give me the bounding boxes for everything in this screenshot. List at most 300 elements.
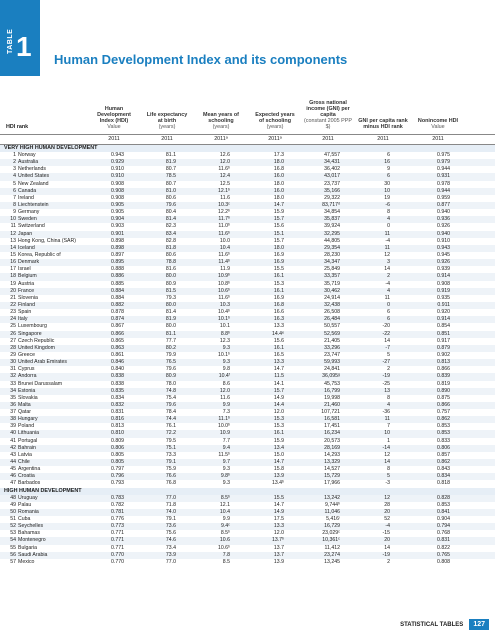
rank: 43 xyxy=(10,451,16,458)
life-expectancy: 78.4 xyxy=(165,409,176,416)
nonincome-hdi: 0.834 xyxy=(437,473,450,480)
year-mys: 2011ᵃ xyxy=(214,136,228,142)
header-divider xyxy=(0,134,495,135)
table-row xyxy=(0,516,495,523)
expected-schooling: 13.7 xyxy=(273,544,284,551)
table-row xyxy=(0,545,495,552)
mean-schooling: 10.6 xyxy=(219,537,230,544)
life-expectancy: 81.5 xyxy=(165,287,176,294)
rank: 56 xyxy=(10,551,16,558)
gni-per-capita: 33,357 xyxy=(324,273,340,280)
hdi-value: 0.771 xyxy=(111,544,124,551)
life-expectancy: 77.0 xyxy=(165,558,176,565)
life-expectancy: 79.9 xyxy=(165,351,176,358)
gni-per-capita: 23,737 xyxy=(324,180,340,187)
mean-schooling: 11.6ᵇ xyxy=(218,251,230,258)
expected-schooling: 15.6 xyxy=(273,337,284,344)
life-expectancy: 77.0 xyxy=(165,494,176,501)
nonincome-hdi: 0.914 xyxy=(437,273,450,280)
nonincome-hdi: 0.975 xyxy=(437,152,450,158)
table-row xyxy=(0,445,495,452)
country: Israel xyxy=(18,266,31,273)
expected-schooling: 15.3 xyxy=(273,280,284,287)
country: Poland xyxy=(18,423,35,430)
gni-rank-minus-hdi: 14 xyxy=(384,266,390,273)
table-row xyxy=(0,331,495,338)
gni-per-capita: 33,296 xyxy=(324,344,340,351)
expected-schooling: 12.0 xyxy=(273,409,284,416)
life-expectancy: 75.4 xyxy=(165,394,176,401)
table-row xyxy=(0,295,495,302)
table-row xyxy=(0,359,495,366)
gni-per-capita: 34,854 xyxy=(324,209,340,216)
nonincome-hdi: 0.904 xyxy=(437,516,450,523)
rank: 21 xyxy=(10,294,16,301)
gni-rank-minus-hdi: 0 xyxy=(387,301,390,308)
rank: 53 xyxy=(10,530,16,537)
gni-rank-minus-hdi: 6 xyxy=(387,316,390,323)
expected-schooling: 13.4 xyxy=(273,444,284,451)
table-row xyxy=(0,423,495,430)
rank: 38 xyxy=(10,416,16,423)
country: Bulgaria xyxy=(18,544,38,551)
country: Chile xyxy=(18,459,30,466)
mean-schooling: 9.4 xyxy=(222,444,230,451)
gni-per-capita: 34,347 xyxy=(324,259,340,266)
hdi-value: 0.773 xyxy=(111,523,124,530)
country: Slovenia xyxy=(18,294,38,301)
table-row xyxy=(0,345,495,352)
nonincome-hdi: 0.818 xyxy=(437,480,450,487)
col-gni-rank xyxy=(358,78,408,130)
table-row xyxy=(0,202,495,209)
country: Sweden xyxy=(18,216,37,223)
nonincome-hdi: 0.959 xyxy=(437,194,450,201)
table-body xyxy=(0,145,495,566)
col-hdi-unit: Value xyxy=(107,124,121,130)
col-nonincome-title: Nonincome HDI xyxy=(417,118,459,124)
gni-per-capita: 26,508 xyxy=(324,309,340,316)
table-row xyxy=(0,409,495,416)
expected-schooling: 15.1 xyxy=(273,230,284,237)
gni-rank-minus-hdi: -19 xyxy=(382,551,390,558)
col-nonincome-unit: Value xyxy=(431,124,445,130)
gni-per-capita: 26,484 xyxy=(324,316,340,323)
nonincome-hdi: 0.920 xyxy=(437,309,450,316)
gni-per-capita: 52,569 xyxy=(324,330,340,337)
nonincome-hdi: 0.890 xyxy=(437,387,450,394)
rank: 48 xyxy=(10,494,16,501)
table-row xyxy=(0,452,495,459)
table-row xyxy=(0,537,495,544)
expected-schooling: 13.3 xyxy=(273,323,284,330)
gni-per-capita: 83,717ᵈ xyxy=(322,201,340,208)
rank: 32 xyxy=(10,373,16,380)
mean-schooling: 9.3 xyxy=(222,466,230,473)
table-row xyxy=(0,281,495,288)
gni-rank-minus-hdi: 10 xyxy=(384,430,390,437)
gni-per-capita: 20,573 xyxy=(324,437,340,444)
hdi-value: 0.874 xyxy=(111,316,124,323)
gni-per-capita: 50,557 xyxy=(324,323,340,330)
nonincome-hdi: 0.902 xyxy=(437,351,450,358)
mean-schooling: 11.0ᵇ xyxy=(218,223,230,230)
gni-rank-minus-hdi: -14 xyxy=(382,444,390,451)
country: Seychelles xyxy=(18,523,44,530)
gni-per-capita: 17,451 xyxy=(324,423,340,430)
gni-rank-minus-hdi: 9 xyxy=(387,166,390,173)
gni-rank-minus-hdi: 20 xyxy=(384,537,390,544)
country: Greece xyxy=(18,351,36,358)
country: Andorra xyxy=(18,373,37,380)
table-row xyxy=(0,530,495,537)
country: Ireland xyxy=(18,194,34,201)
life-expectancy: 83.4 xyxy=(165,230,176,237)
gni-per-capita: 23,274 xyxy=(324,551,340,558)
gni-rank-minus-hdi: 3 xyxy=(387,259,390,266)
expected-schooling: 16.9 xyxy=(273,294,284,301)
country: Singapore xyxy=(18,330,42,337)
country: Cuba xyxy=(18,516,31,523)
table-row xyxy=(0,402,495,409)
table-row xyxy=(0,523,495,530)
gni-per-capita: 16,234 xyxy=(324,430,340,437)
rank: 15 xyxy=(10,251,16,258)
hdi-value: 0.771 xyxy=(111,530,124,537)
rank: 52 xyxy=(10,523,16,530)
col-life-title: Life expectancy at birth xyxy=(146,112,188,124)
life-expectancy: 80.7 xyxy=(165,180,176,187)
gni-per-capita: 30,462 xyxy=(324,287,340,294)
expected-schooling: 16.1 xyxy=(273,430,284,437)
expected-schooling: 17.3 xyxy=(273,152,284,158)
life-expectancy: 75.9 xyxy=(165,466,176,473)
nonincome-hdi: 0.808 xyxy=(437,558,450,565)
gni-rank-minus-hdi: 20 xyxy=(384,508,390,515)
mean-schooling: 8.5ᵇ xyxy=(220,530,230,537)
rank: 12 xyxy=(10,230,16,237)
rank: 27 xyxy=(10,337,16,344)
rank: 18 xyxy=(10,273,16,280)
rank: 13 xyxy=(10,237,16,244)
gni-per-capita: 16,799 xyxy=(324,387,340,394)
rank: 28 xyxy=(10,344,16,351)
col-gni-title: Gross national income (GNI) per capita xyxy=(306,100,350,118)
col-gni-rank-title: GNI per capita rank minus HDI rank xyxy=(358,118,408,130)
gni-per-capita: 13,329 xyxy=(324,459,340,466)
mean-schooling: 8.5 xyxy=(222,558,230,565)
country: Palau xyxy=(18,501,32,508)
table-row xyxy=(0,381,495,388)
gni-rank-minus-hdi: 30 xyxy=(384,180,390,187)
gni-per-capita: 9,744ʰ xyxy=(325,501,340,508)
hdi-value: 0.805 xyxy=(111,459,124,466)
rank: 8 xyxy=(13,201,16,208)
expected-schooling: 16.1 xyxy=(273,273,284,280)
country: Barbados xyxy=(18,480,41,487)
expected-schooling: 11.5 xyxy=(274,373,284,380)
mean-schooling: 8.6 xyxy=(222,380,230,387)
gni-rank-minus-hdi: 5 xyxy=(387,351,390,358)
nonincome-hdi: 0.940 xyxy=(437,230,450,237)
mean-schooling: 10.8ᵇ xyxy=(217,280,230,287)
life-expectancy: 77.7 xyxy=(165,337,176,344)
rank: 40 xyxy=(10,430,16,437)
rank: 14 xyxy=(10,244,16,251)
nonincome-hdi: 0.857 xyxy=(437,451,450,458)
hdi-value: 0.861 xyxy=(111,351,124,358)
nonincome-hdi: 0.926 xyxy=(437,259,450,266)
life-expectancy: 73.9 xyxy=(165,551,176,558)
col-nonincome xyxy=(416,78,460,130)
life-expectancy: 73.4 xyxy=(165,544,176,551)
nonincome-hdi: 0.908 xyxy=(437,280,450,287)
gni-per-capita: 23,029ᶜ xyxy=(322,530,340,537)
expected-schooling: 13.3 xyxy=(273,523,284,530)
hdi-value: 0.910 xyxy=(111,173,124,180)
life-expectancy: 80.0 xyxy=(165,301,176,308)
rank: 57 xyxy=(10,558,16,565)
hdi-value: 0.884 xyxy=(111,287,124,294)
nonincome-hdi: 0.853 xyxy=(437,423,450,430)
country: Korea, Republic of xyxy=(18,251,61,258)
hdi-value: 0.863 xyxy=(111,344,124,351)
gni-per-capita: 45,753 xyxy=(324,380,340,387)
expected-schooling: 18.0 xyxy=(273,180,284,187)
hdi-value: 0.832 xyxy=(111,401,124,408)
nonincome-hdi: 0.833 xyxy=(437,437,450,444)
nonincome-hdi: 0.936 xyxy=(437,216,450,223)
gni-per-capita: 35,166 xyxy=(324,187,340,194)
rank: 25 xyxy=(10,323,16,330)
nonincome-hdi: 0.831 xyxy=(437,537,450,544)
hdi-value: 0.782 xyxy=(111,501,124,508)
life-expectancy: 80.7 xyxy=(165,166,176,173)
table-row xyxy=(0,259,495,266)
table-row xyxy=(0,459,495,466)
table-row xyxy=(0,288,495,295)
country: Germany xyxy=(18,209,40,216)
gni-per-capita: 34,431 xyxy=(324,159,340,166)
nonincome-hdi: 0.879 xyxy=(437,344,450,351)
gni-per-capita: 24,841 xyxy=(324,366,340,373)
table-word: TABLE xyxy=(7,28,14,54)
nonincome-hdi: 0.853 xyxy=(437,501,450,508)
rank: 7 xyxy=(13,194,16,201)
table-row xyxy=(0,216,495,223)
gni-rank-minus-hdi: -3 xyxy=(385,480,390,487)
nonincome-hdi: 0.866 xyxy=(437,401,450,408)
gni-rank-minus-hdi: 19 xyxy=(384,194,390,201)
table-row xyxy=(0,302,495,309)
hdi-value: 0.929 xyxy=(111,159,124,166)
gni-per-capita: 36,402 xyxy=(324,166,340,173)
mean-schooling: 10.3 xyxy=(219,301,230,308)
hdi-rank-label: HDI rank xyxy=(6,124,29,130)
expected-schooling: 14.4 xyxy=(273,401,284,408)
life-expectancy: 78.5 xyxy=(165,173,176,180)
expected-schooling: 13.9 xyxy=(273,473,284,480)
expected-schooling: 16.3 xyxy=(273,316,284,323)
gni-rank-minus-hdi: -15 xyxy=(382,530,390,537)
col-mys-unit: (years) xyxy=(212,124,230,130)
mean-schooling: 12.1ᵇ xyxy=(217,187,230,194)
page-footer xyxy=(400,619,489,630)
nonincome-hdi: 0.854 xyxy=(437,323,450,330)
expected-schooling: 12.0 xyxy=(273,530,284,537)
nonincome-hdi: 0.939 xyxy=(437,266,450,273)
hdi-value: 0.865 xyxy=(111,337,124,344)
gni-per-capita: 32,295 xyxy=(324,230,340,237)
gni-rank-minus-hdi: 10 xyxy=(384,187,390,194)
expected-schooling: 16.8 xyxy=(273,301,284,308)
life-expectancy: 81.8 xyxy=(165,244,176,251)
expected-schooling: 13.3 xyxy=(273,359,284,366)
gni-per-capita: 32,438 xyxy=(324,301,340,308)
nonincome-hdi: 0.768 xyxy=(437,530,450,537)
life-expectancy: 76.6 xyxy=(165,473,176,480)
gni-rank-minus-hdi: -25 xyxy=(382,380,390,387)
nonincome-hdi: 0.828 xyxy=(437,494,450,501)
table-row xyxy=(0,552,495,559)
gni-per-capita: 35,719 xyxy=(324,280,340,287)
nonincome-hdi: 0.945 xyxy=(437,251,450,258)
table-row xyxy=(0,323,495,330)
gni-per-capita: 36,095ᵍ xyxy=(322,373,340,380)
table-row xyxy=(0,338,495,345)
life-expectancy: 78.0 xyxy=(165,380,176,387)
table-row xyxy=(0,495,495,502)
mean-schooling: 10.1 xyxy=(219,323,230,330)
table-row xyxy=(0,195,495,202)
mean-schooling: 11.1ᵇ xyxy=(218,416,230,423)
mean-schooling: 11.7ᵇ xyxy=(218,216,230,223)
nonincome-hdi: 0.866 xyxy=(437,366,450,373)
hdi-value: 0.835 xyxy=(111,387,124,394)
life-expectancy: 82.3 xyxy=(165,223,176,230)
nonincome-hdi: 0.875 xyxy=(437,394,450,401)
hdi-value: 0.888 xyxy=(111,266,124,273)
expected-schooling: 14.9 xyxy=(273,394,284,401)
expected-schooling: 15.3 xyxy=(273,416,284,423)
gni-per-capita: 47,557 xyxy=(324,152,340,158)
life-expectancy: 71.8 xyxy=(165,501,176,508)
table-row xyxy=(0,309,495,316)
life-expectancy: 81.4 xyxy=(165,216,176,223)
gni-per-capita: 11,412 xyxy=(324,544,340,551)
gni-per-capita: 35,837 xyxy=(324,216,340,223)
rank: 20 xyxy=(10,287,16,294)
gni-per-capita: 21,405 xyxy=(324,337,340,344)
nonincome-hdi: 0.843 xyxy=(437,466,450,473)
country: Finland xyxy=(18,301,36,308)
nonincome-hdi: 0.978 xyxy=(437,180,450,187)
year-nonincome: 2011 xyxy=(432,136,444,142)
col-eys-title: Expected years of schooling xyxy=(255,112,295,124)
gni-rank-minus-hdi: -27 xyxy=(382,359,390,366)
nonincome-hdi: 0.919 xyxy=(437,287,450,294)
nonincome-hdi: 0.944 xyxy=(437,187,450,194)
year-hdi: 2011 xyxy=(108,136,120,142)
country: Brunei Darussalam xyxy=(18,380,63,387)
rank: 41 xyxy=(10,437,16,444)
table-row xyxy=(0,480,495,487)
gni-rank-minus-hdi: 2 xyxy=(387,558,390,565)
life-expectancy: 81.4 xyxy=(165,309,176,316)
country: Croatia xyxy=(18,473,35,480)
mean-schooling: 9.7 xyxy=(222,459,230,466)
rank: 54 xyxy=(10,537,16,544)
country: Hong Kong, China (SAR) xyxy=(18,237,76,244)
rank: 50 xyxy=(10,508,16,515)
gni-rank-minus-hdi: 11 xyxy=(384,294,390,301)
gni-rank-minus-hdi: 12 xyxy=(384,451,390,458)
gni-per-capita: 16,581 xyxy=(324,416,340,423)
table-row xyxy=(0,388,495,395)
life-expectancy: 75.1 xyxy=(165,444,176,451)
expected-schooling: 17.5 xyxy=(273,516,284,523)
life-expectancy: 81.6 xyxy=(165,266,176,273)
hdi-value: 0.898 xyxy=(111,244,124,251)
hdi-value: 0.910 xyxy=(111,166,124,173)
rank: 33 xyxy=(10,380,16,387)
rank: 49 xyxy=(10,501,16,508)
expected-schooling: 16.9 xyxy=(273,251,284,258)
gni-rank-minus-hdi: 5 xyxy=(387,473,390,480)
mean-schooling: 12.1 xyxy=(219,501,230,508)
gni-per-capita: 59,993 xyxy=(324,359,340,366)
mean-schooling: 10.6ᵇ xyxy=(217,544,230,551)
mean-schooling: 10.4 xyxy=(219,244,230,251)
rank: 10 xyxy=(10,216,16,223)
expected-schooling: 15.9 xyxy=(273,437,284,444)
year-eys: 2011ᵃ xyxy=(268,136,282,142)
mean-schooling: 9.3 xyxy=(222,359,230,366)
country: Uruguay xyxy=(18,494,38,501)
life-expectancy: 79.6 xyxy=(165,401,176,408)
gni-per-capita: 13,245 xyxy=(324,558,340,565)
gni-rank-minus-hdi: -4 xyxy=(385,523,390,530)
nonincome-hdi: 0.944 xyxy=(437,166,450,173)
gni-rank-minus-hdi: 7 xyxy=(387,423,390,430)
gni-rank-minus-hdi: 4 xyxy=(387,287,390,294)
gni-per-capita: 17,966 xyxy=(324,480,340,487)
nonincome-hdi: 0.862 xyxy=(437,416,450,423)
expected-schooling: 16.0 xyxy=(273,187,284,194)
life-expectancy: 76.8 xyxy=(165,480,176,487)
hdi-value: 0.813 xyxy=(111,423,124,430)
nonincome-hdi: 0.911 xyxy=(437,301,450,308)
hdi-value: 0.834 xyxy=(111,394,124,401)
table-row xyxy=(0,395,495,402)
expected-schooling: 16.8 xyxy=(273,166,284,173)
country: Luxembourg xyxy=(18,323,47,330)
life-expectancy: 80.0 xyxy=(165,323,176,330)
table-row xyxy=(0,209,495,216)
expected-schooling: 14.7 xyxy=(273,201,284,208)
gni-rank-minus-hdi: -7 xyxy=(385,344,390,351)
hdi-value: 0.897 xyxy=(111,251,124,258)
expected-schooling: 15.6 xyxy=(273,223,284,230)
table-row xyxy=(0,252,495,259)
hdi-value: 0.908 xyxy=(111,187,124,194)
country: France xyxy=(18,287,35,294)
expected-schooling: 18.0 xyxy=(273,159,284,166)
mean-schooling: 11.6ᵇ xyxy=(218,294,230,301)
nonincome-hdi: 0.794 xyxy=(437,523,450,530)
rank: 6 xyxy=(13,187,16,194)
country: Lithuania xyxy=(18,430,40,437)
